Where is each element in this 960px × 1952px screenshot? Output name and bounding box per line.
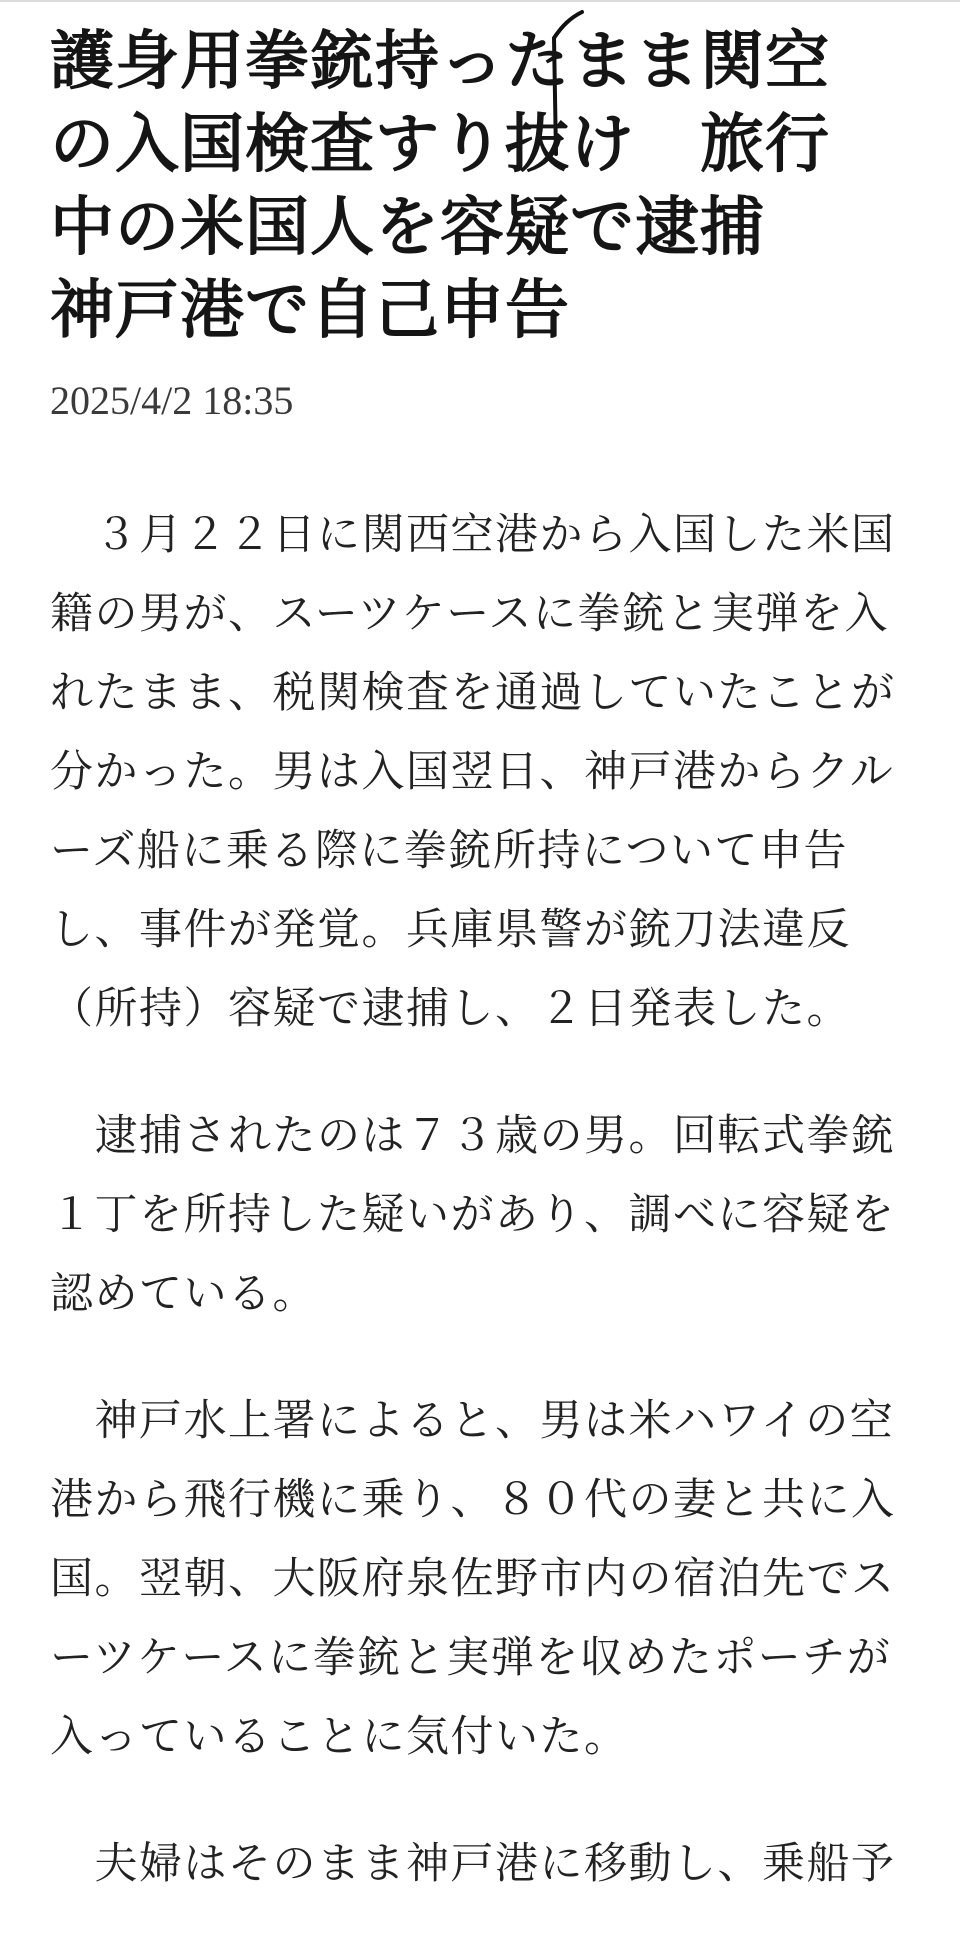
paragraph-line: 認めている。 <box>50 1269 317 1319</box>
paragraph-line: し、事件が発覚。兵庫県警が銃刀法違反 <box>50 905 851 955</box>
paragraph-line: れたまま、税関検査を通過していたことが <box>50 668 896 718</box>
article-paragraph <box>50 1825 920 1904</box>
article-body <box>50 496 920 1904</box>
article-paragraph <box>50 496 920 1049</box>
top-divider <box>0 0 960 2</box>
paragraph-line: 神戸水上署によると、男は米ハワイの空 <box>50 1396 895 1446</box>
paragraph-line: ３月２２日に関西空港から入国した米国 <box>50 510 896 560</box>
paragraph-line: ーツケースに拳銃と実弾を収めたポーチが <box>50 1633 892 1683</box>
paragraph-line: 分かった。男は入国翌日、神戸港からクル <box>50 747 895 797</box>
article-paragraph <box>50 1382 920 1777</box>
paragraph-line: 入っていることに気付いた。 <box>50 1712 629 1762</box>
article-paragraph <box>50 1097 920 1334</box>
paragraph-line: （所持）容疑で逮捕し、２日発表した。 <box>50 984 851 1034</box>
paragraph-line: 夫婦はそのまま神戸港に移動し、乗船予 <box>50 1839 896 1889</box>
headline-line: の入国検査すり抜け 旅行 <box>50 107 830 182</box>
paragraph-line: 港から飛行機に乗り、８０代の妻と共に入 <box>50 1475 896 1525</box>
news-article <box>50 20 920 1952</box>
paragraph-line: １丁を所持した疑いがあり、調べに容疑を <box>50 1190 896 1240</box>
headline-line: 神戸港で自己申告 <box>50 273 570 348</box>
paragraph-line: 逮捕されたのは７３歳の男。回転式拳銃 <box>50 1111 896 1161</box>
paragraph-line: 国。翌朝、大阪府泉佐野市内の宿泊先でス <box>50 1554 896 1604</box>
headline-line: 中の米国人を容疑で逮捕 <box>50 190 765 265</box>
headline-line: 護身用拳銃持ったまま関空 <box>50 24 830 99</box>
article-headline <box>50 20 920 352</box>
publish-date: 2025/4/2 18:35 <box>50 378 294 423</box>
paragraph-line: 籍の男が、スーツケースに拳銃と実弾を入 <box>50 589 890 639</box>
paragraph-line: ーズ船に乗る際に拳銃所持について申告 <box>50 826 848 876</box>
